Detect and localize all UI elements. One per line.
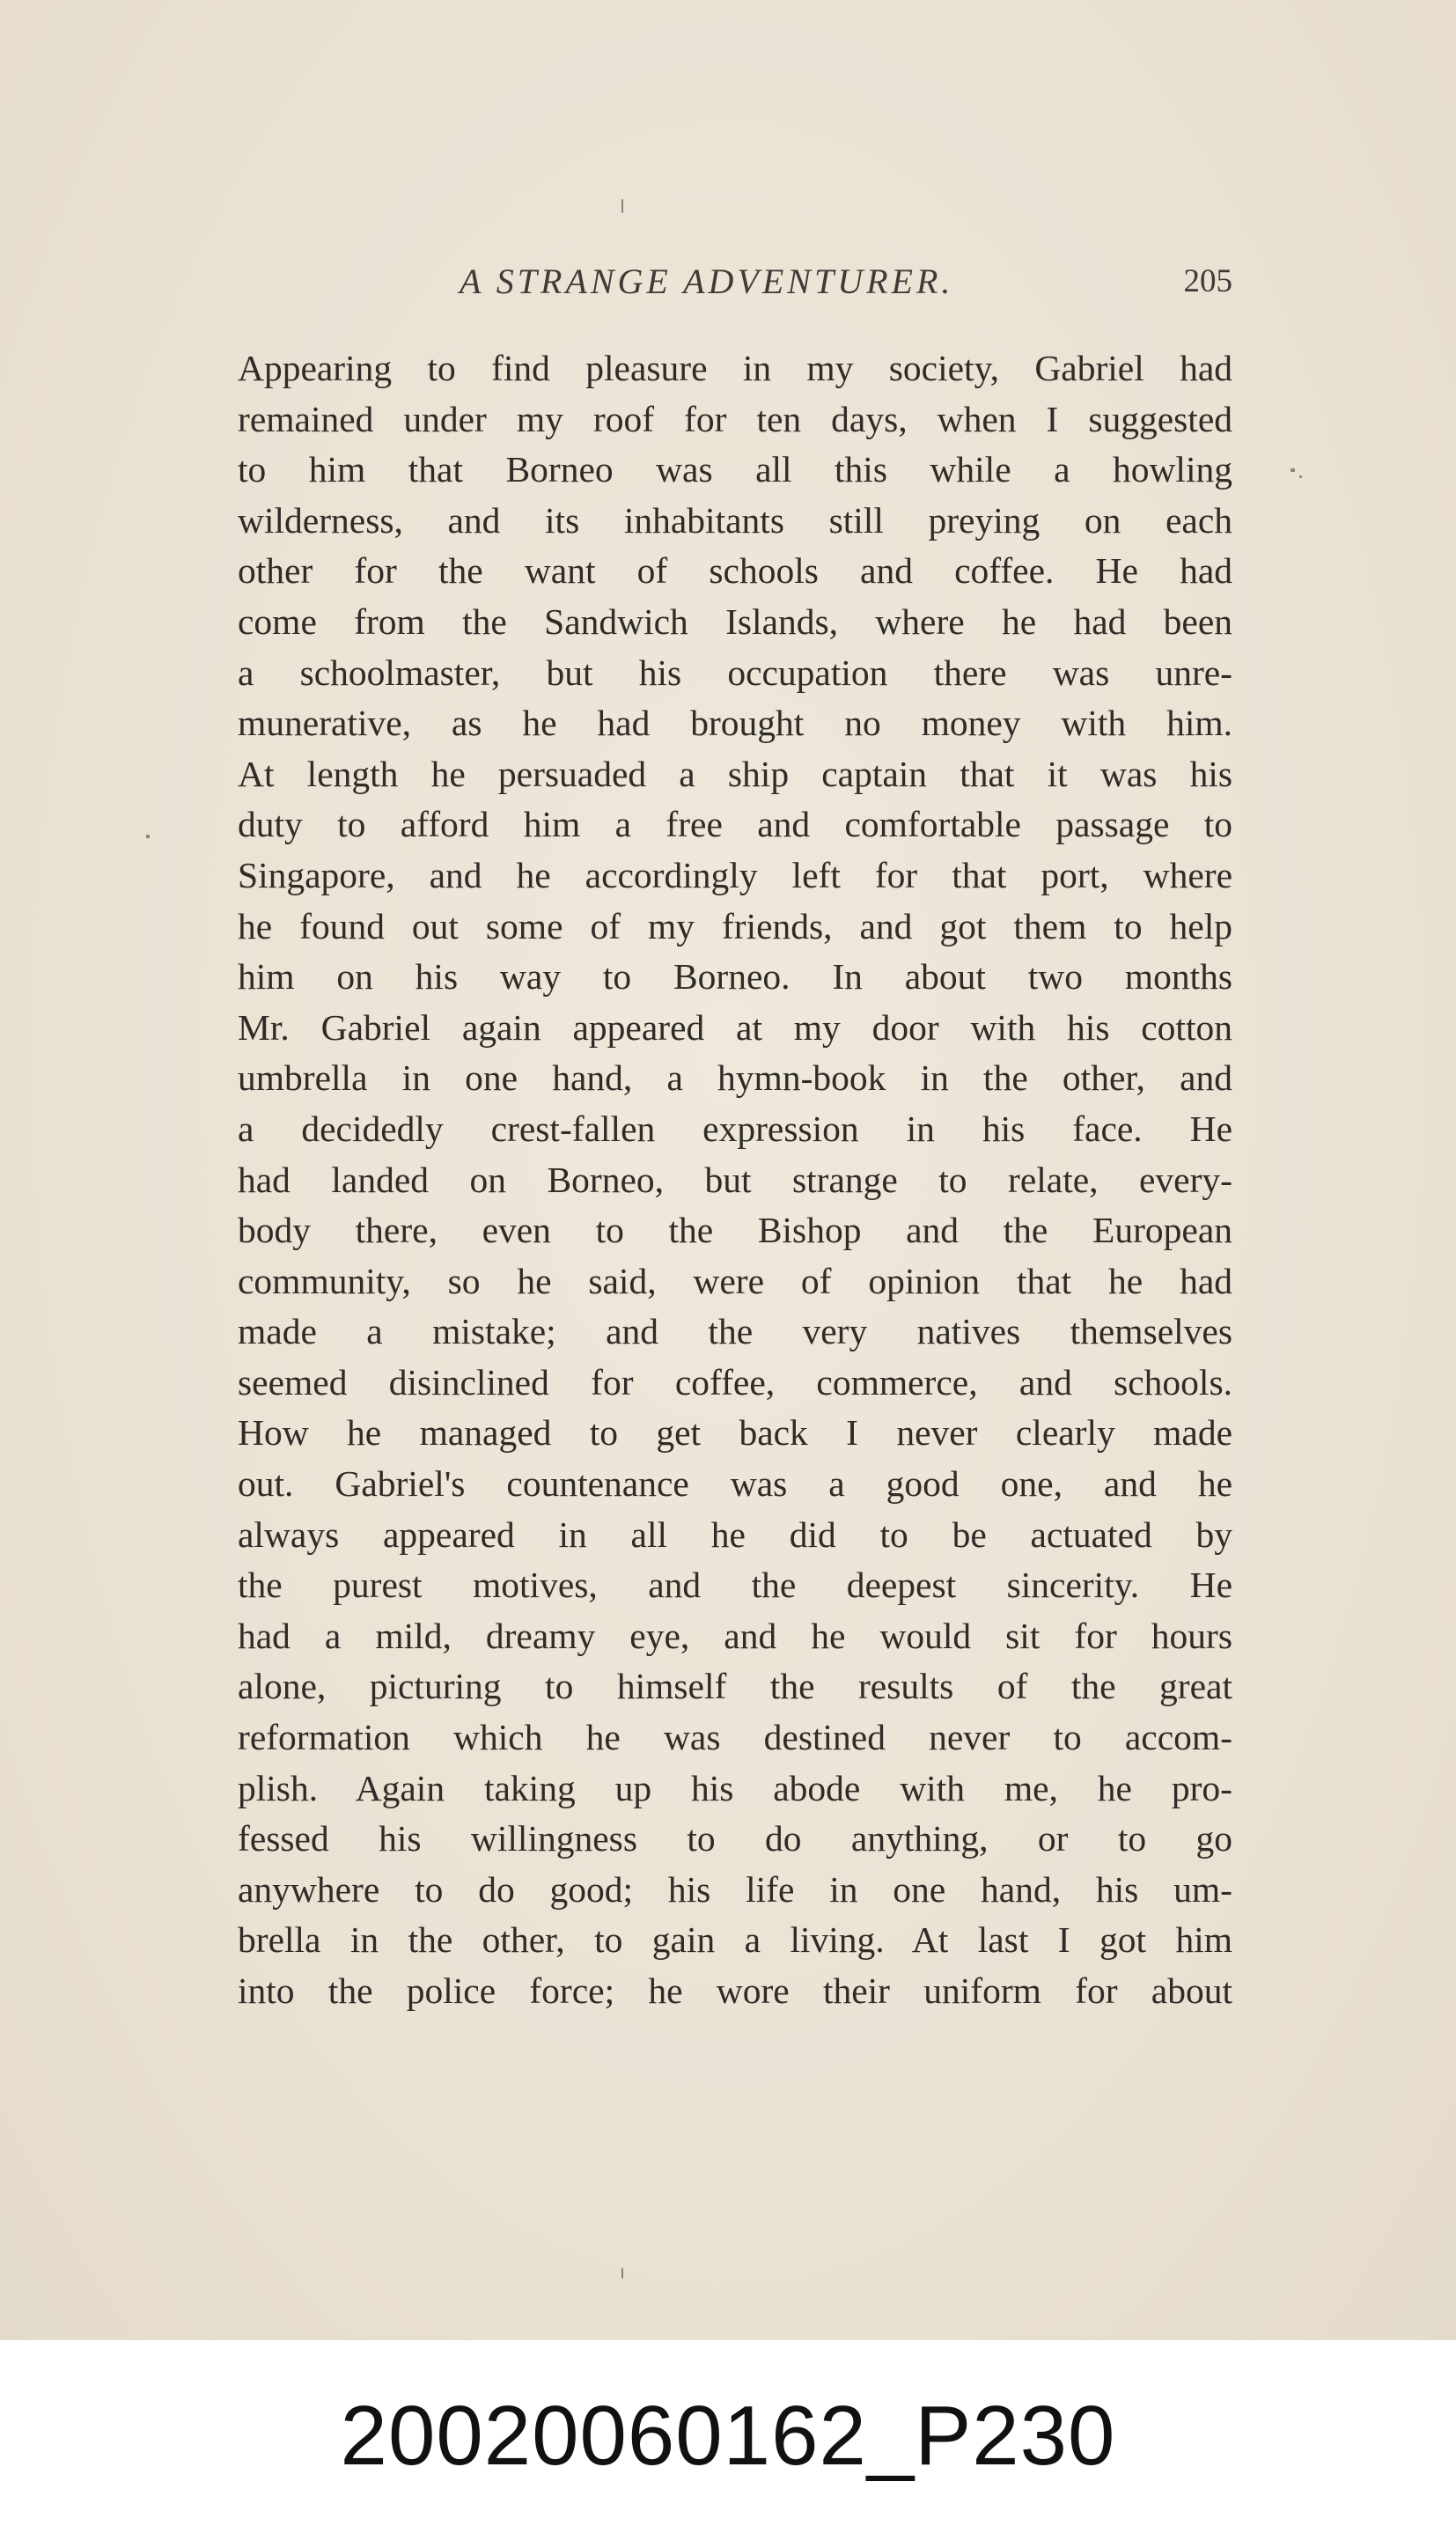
- text-line: wilderness, and its inhabitants still preying on each: [238, 499, 1232, 541]
- text-line: reformation which he was destined never to accom-: [238, 1717, 1232, 1758]
- text-line: munerative, as he had brought no money with him.: [238, 703, 1232, 744]
- text-line: come from the Sandwich Islands, where he had been: [238, 600, 1232, 642]
- text-line: plish. Again taking up his abode with me, he pro-: [238, 1767, 1232, 1808]
- text-line: a schoolmaster, but his occupation there was unre-: [238, 652, 1232, 693]
- text-line: Singapore, and he accordingly left for that port, where: [238, 854, 1232, 895]
- text-line: him on his way to Borneo. In about two months: [238, 956, 1232, 998]
- text-line: community, so he said, were of opinion that he had: [238, 1260, 1232, 1301]
- text-line: a decidedly crest-fallen expression in his face. He: [238, 1108, 1232, 1149]
- text-line: At length he persuaded a ship captain that it was his: [238, 753, 1232, 794]
- page-number: 205: [1183, 263, 1232, 299]
- running-title: A STRANGE ADVENTURER.: [460, 261, 954, 301]
- text-line: to him that Borneo was all this while a howling: [238, 449, 1232, 490]
- text-line: seemed disinclined for coffee, commerce, and schools.: [238, 1361, 1232, 1403]
- text-line: into the police force; he wore their uniform for about: [238, 1970, 1232, 2011]
- paper-speck: [621, 2268, 623, 2279]
- image-id-caption: 20020060162_P230: [340, 2389, 1116, 2483]
- text-line: fessed his willingness to do anything, or to go: [238, 1818, 1232, 1859]
- paper-speck: [146, 835, 150, 838]
- text-line: other for the want of schools and coffee. He had: [238, 550, 1232, 592]
- paper-speck: [621, 199, 623, 213]
- text-line: alone, picturing to himself the results of the great: [238, 1666, 1232, 1707]
- text-line: always appeared in all he did to be actuated by: [238, 1513, 1232, 1555]
- text-line: body there, even to the Bishop and the European: [238, 1210, 1232, 1251]
- text-line: How he managed to get back I never clearly made: [238, 1412, 1232, 1454]
- text-line: the purest motives, and the deepest sincerity. He: [238, 1565, 1232, 1606]
- text-line: duty to afford him a free and comfortable passage to: [238, 804, 1232, 845]
- text-line: umbrella in one hand, a hymn-book in the other, and: [238, 1057, 1232, 1099]
- text-line: remained under my roof for ten days, when I suggested: [238, 398, 1232, 439]
- text-line: Mr. Gabriel again appeared at my door with his cotton: [238, 1006, 1232, 1048]
- text-line: had landed on Borneo, but strange to relate, every-: [238, 1159, 1232, 1200]
- text-line: had a mild, dreamy eye, and he would sit for hours: [238, 1615, 1232, 1656]
- text-line: Appearing to find pleasure in my society, Gabriel had: [238, 348, 1232, 388]
- text-line: anywhere to do good; his life in one hand, his um-: [238, 1868, 1232, 1910]
- text-line: brella in the other, to gain a living. At last I got him: [238, 1919, 1232, 1961]
- paper-speck: [1291, 468, 1295, 472]
- page-header: [238, 261, 1232, 313]
- text-line: out. Gabriel's countenance was a good one, and he: [238, 1463, 1232, 1505]
- text-line: he found out some of my friends, and got them to help: [238, 905, 1232, 946]
- paper-speck: [1299, 475, 1302, 478]
- body-text: [238, 343, 1232, 2017]
- text-line: made a mistake; and the very natives themselves: [238, 1311, 1232, 1352]
